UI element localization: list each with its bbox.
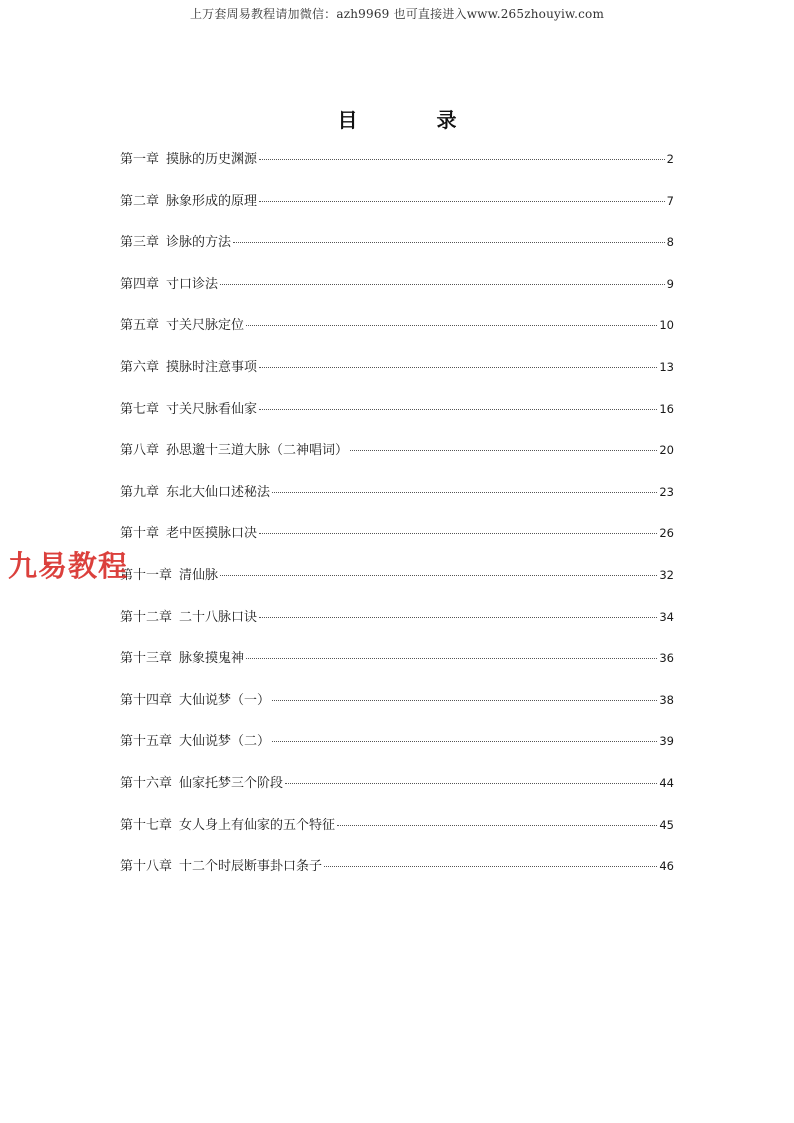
table-of-contents [120, 149, 674, 898]
toc-entry[interactable] [120, 773, 674, 815]
toc-entry[interactable] [120, 523, 674, 565]
toc-chapter-heading: 脉象摸鬼神 [179, 651, 245, 667]
toc-chapter-heading: 摸脉时注意事项 [166, 359, 258, 375]
toc-entry[interactable] [120, 482, 674, 524]
toc-dot-leader [259, 159, 665, 160]
toc-chapter-number: 第四章 [120, 276, 160, 292]
toc-chapter-heading: 二十八脉口诀 [179, 609, 258, 625]
toc-chapter-heading: 寸关尺脉定位 [166, 318, 245, 334]
toc-entry[interactable] [120, 440, 674, 482]
toc-dot-leader [337, 825, 657, 826]
toc-dot-leader [246, 325, 657, 326]
toc-page-number: 26 [659, 526, 674, 541]
toc-dot-leader [285, 783, 657, 784]
toc-dot-leader [272, 700, 657, 701]
toc-dot-leader [272, 492, 657, 493]
toc-entry[interactable] [120, 815, 674, 857]
toc-chapter-number: 第十五章 [120, 734, 173, 750]
toc-dot-leader [220, 284, 665, 285]
toc-page-number: 20 [659, 443, 674, 458]
toc-page-number: 34 [659, 609, 674, 624]
toc-chapter-heading: 东北大仙口述秘法 [166, 484, 271, 500]
toc-page-number: 39 [659, 734, 674, 749]
toc-chapter-heading: 脉象形成的原理 [166, 193, 258, 209]
toc-chapter-number: 第十七章 [120, 817, 173, 833]
toc-entry[interactable] [120, 856, 674, 898]
page-header-note: 上万套周易教程请加微信：azh9969 也可直接进入www.265zhouyiw.com [189, 7, 605, 21]
toc-entry[interactable] [120, 607, 674, 649]
toc-chapter-number: 第十章 [120, 526, 160, 542]
toc-chapter-number: 第七章 [120, 401, 160, 417]
toc-dot-leader [324, 866, 657, 867]
toc-page-number: 16 [659, 401, 674, 416]
toc-chapter-number: 第十二章 [120, 609, 173, 625]
toc-page-number: 9 [666, 276, 674, 291]
toc-chapter-heading: 仙家托梦三个阶段 [179, 775, 284, 791]
toc-entry[interactable] [120, 648, 674, 690]
watermark-logo: 九易教程 [8, 549, 129, 583]
toc-chapter-number: 第八章 [120, 443, 160, 459]
toc-chapter-number: 第一章 [120, 152, 160, 167]
toc-page-number: 36 [659, 651, 674, 666]
toc-chapter-number: 第十八章 [120, 859, 173, 875]
toc-page-number: 10 [659, 318, 674, 333]
toc-dot-leader [350, 450, 657, 451]
toc-dot-leader [259, 201, 665, 202]
toc-page-number: 45 [659, 817, 674, 832]
toc-chapter-number: 第十六章 [120, 775, 173, 791]
toc-chapter-heading: 摸脉的历史渊源 [166, 152, 258, 167]
toc-dot-leader [259, 533, 657, 534]
toc-chapter-heading: 大仙说梦（二） [179, 734, 271, 750]
toc-chapter-number: 第二章 [120, 193, 160, 209]
toc-page-number: 23 [659, 484, 674, 499]
toc-page-number: 44 [659, 775, 674, 790]
toc-chapter-number: 第十一章 [120, 567, 173, 583]
toc-page-number: 2 [666, 152, 674, 166]
toc-dot-leader [259, 617, 657, 618]
toc-entry[interactable] [120, 274, 674, 316]
toc-chapter-heading: 老中医摸脉口决 [166, 526, 258, 542]
toc-chapter-number: 第五章 [120, 318, 160, 334]
toc-page-number: 8 [666, 235, 674, 250]
toc-dot-leader [233, 242, 665, 243]
toc-page-number: 38 [659, 692, 674, 707]
toc-chapter-number: 第十三章 [120, 651, 173, 667]
toc-entry[interactable] [120, 399, 674, 441]
toc-chapter-number: 第九章 [120, 484, 160, 500]
toc-dot-leader [259, 367, 657, 368]
toc-chapter-number: 第六章 [120, 359, 160, 375]
toc-page-number: 32 [659, 567, 674, 582]
toc-dot-leader [272, 741, 657, 742]
toc-chapter-heading: 清仙脉 [179, 567, 219, 583]
toc-entry[interactable] [120, 191, 674, 233]
toc-page-number: 7 [666, 193, 674, 208]
toc-title: 目 录 [337, 108, 493, 132]
toc-entry[interactable] [120, 232, 674, 274]
toc-page-number: 46 [659, 859, 674, 874]
toc-entry[interactable] [120, 565, 674, 607]
toc-chapter-heading: 诊脉的方法 [166, 235, 232, 251]
toc-dot-leader [246, 658, 657, 659]
toc-chapter-heading: 女人身上有仙家的五个特征 [179, 817, 336, 833]
toc-chapter-heading: 大仙说梦（一） [179, 692, 271, 708]
toc-entry[interactable] [120, 731, 674, 773]
toc-entry[interactable] [120, 149, 674, 191]
toc-entry[interactable] [120, 690, 674, 732]
toc-chapter-number: 第十四章 [120, 692, 173, 708]
toc-page-number: 13 [659, 359, 674, 374]
toc-entry[interactable] [120, 315, 674, 357]
toc-entry[interactable] [120, 357, 674, 399]
toc-chapter-heading: 寸关尺脉看仙家 [166, 401, 258, 417]
toc-chapter-number: 第三章 [120, 235, 160, 251]
toc-dot-leader [259, 409, 657, 410]
toc-chapter-heading: 寸口诊法 [166, 276, 219, 292]
toc-chapter-heading: 孙思邈十三道大脉（二神唱词） [166, 443, 349, 459]
toc-dot-leader [220, 575, 657, 576]
toc-chapter-heading: 十二个时辰断事卦口条子 [179, 859, 323, 875]
